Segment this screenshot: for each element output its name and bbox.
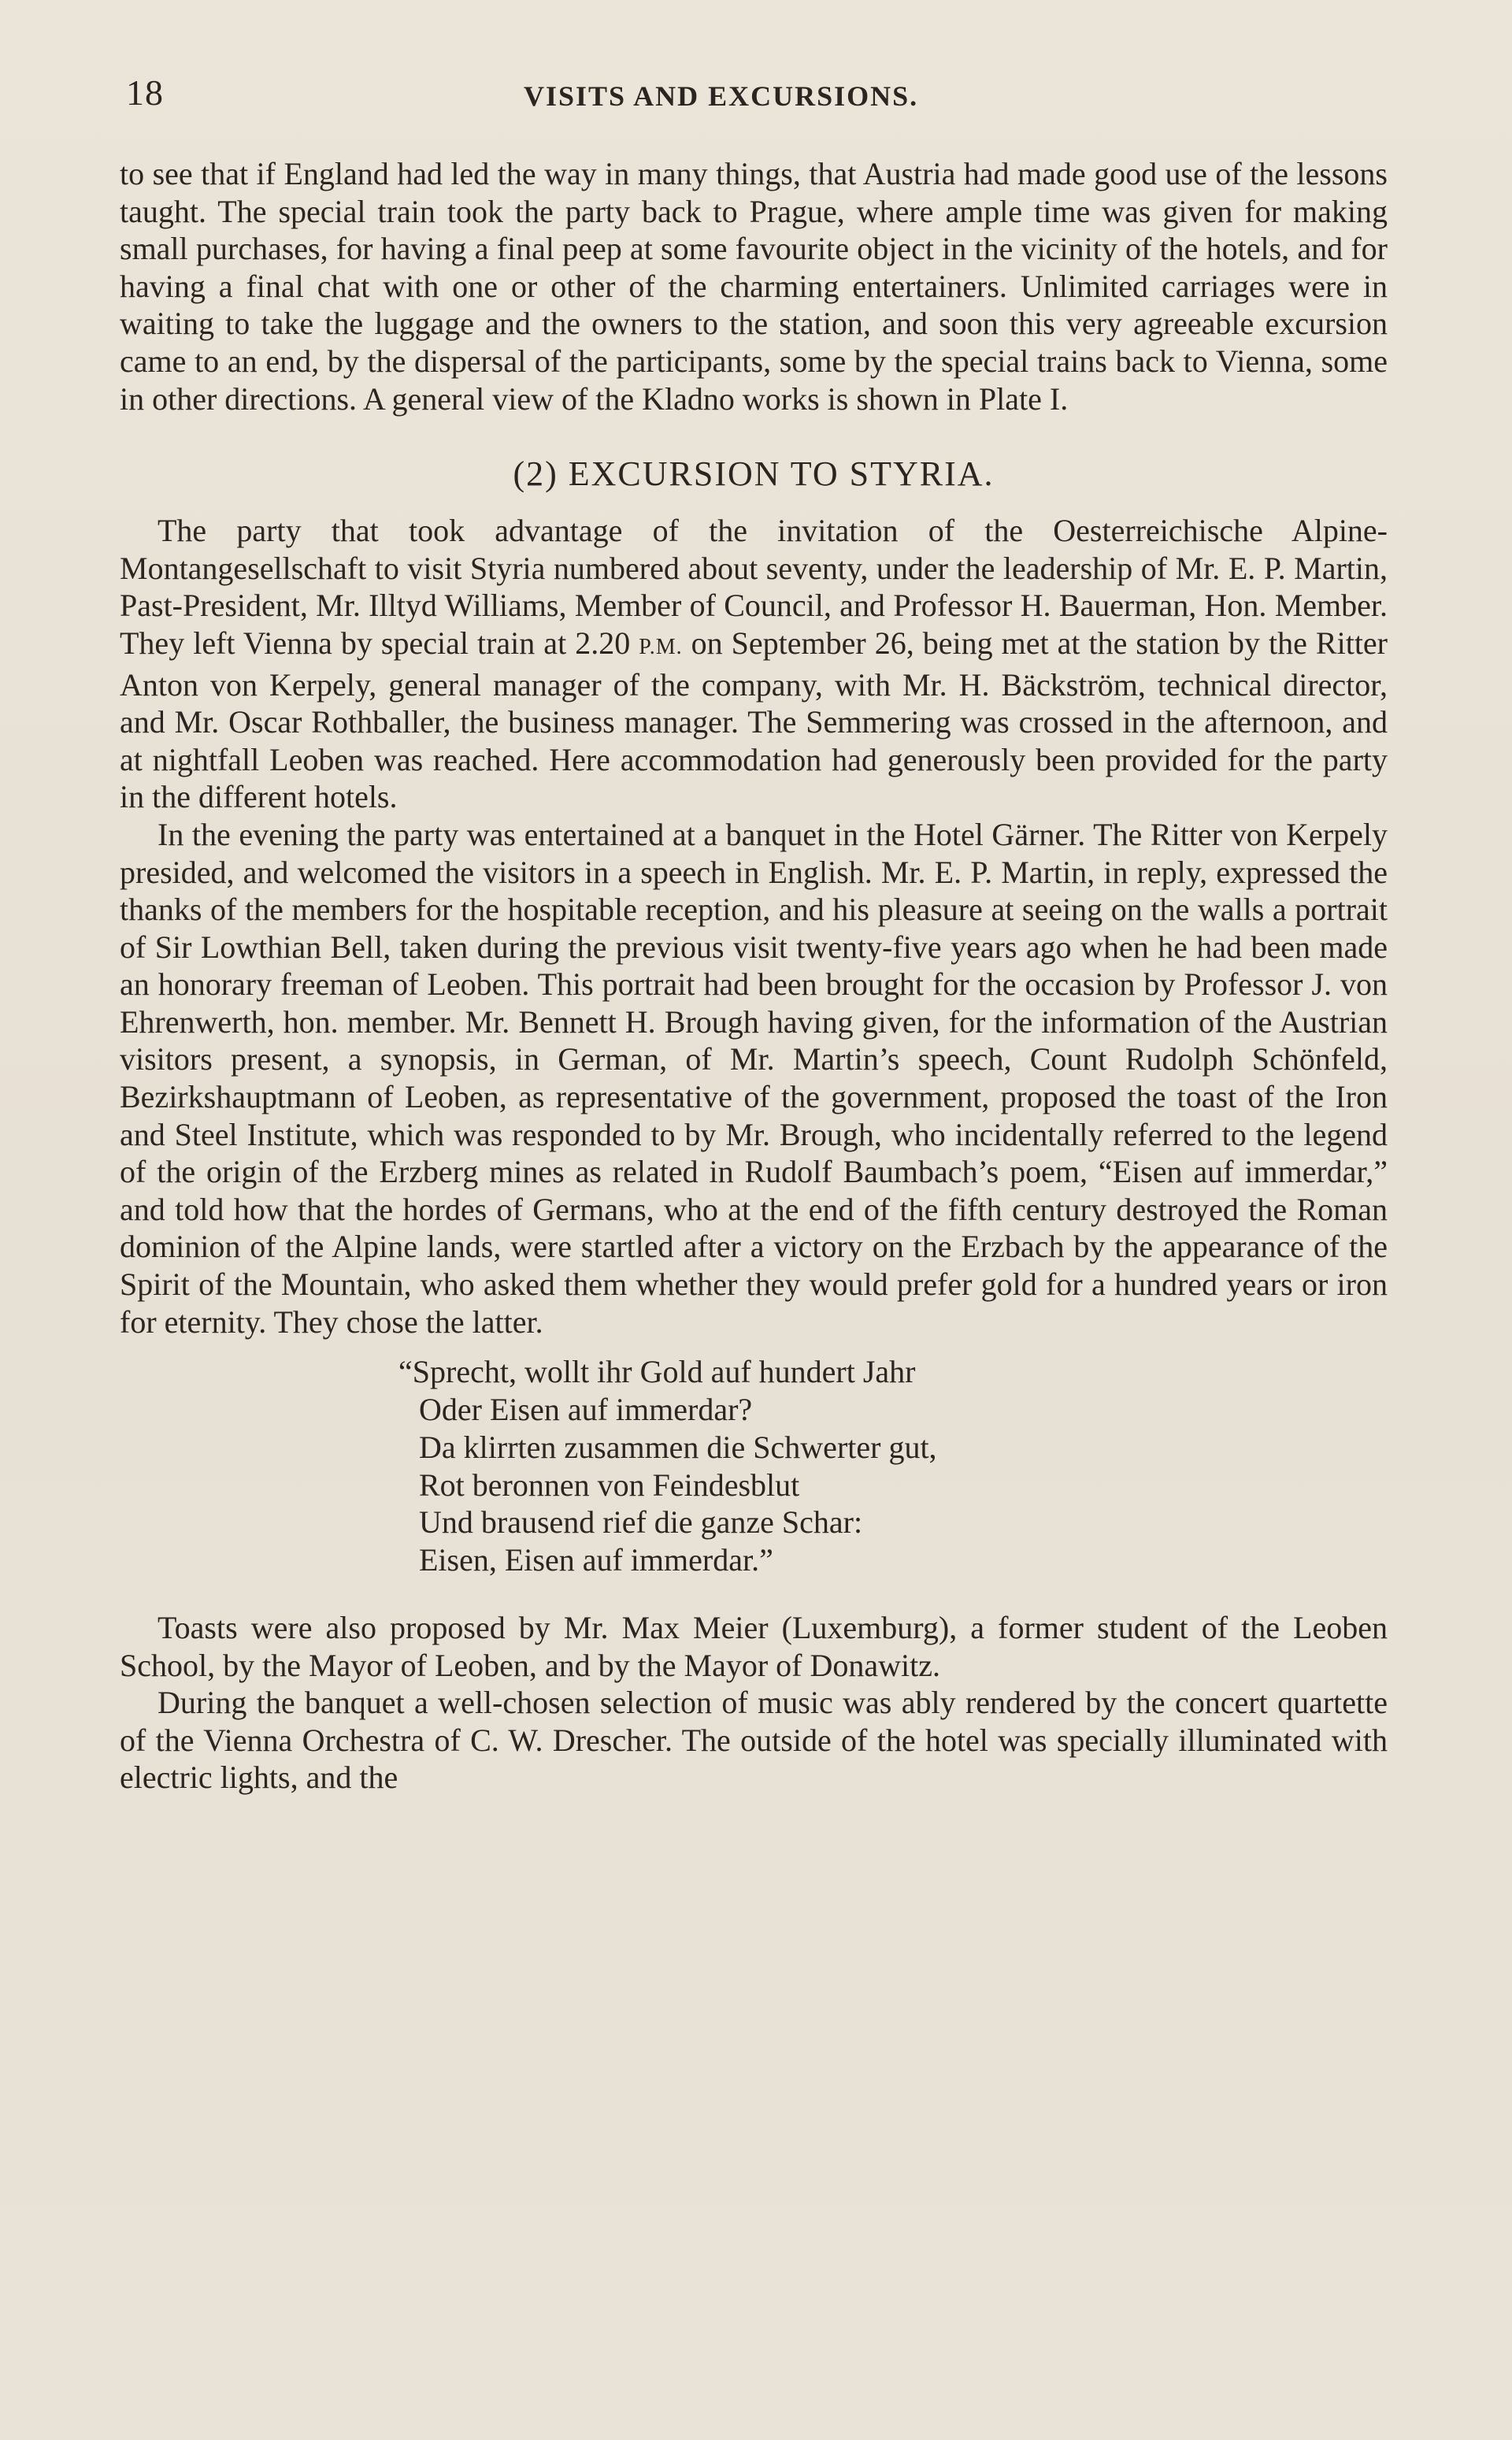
poem-line: “Sprecht, wollt ihr Gold auf hundert Jahr xyxy=(398,1354,916,1390)
poem-line: Eisen, Eisen auf immerdar.” xyxy=(419,1542,773,1578)
paragraph-banquet: In the evening the party was entertained at a banquet in the Hotel Gärner. The Ritter von Kerpely presided, and welcomed the visitors in a speech in English. Mr. E. P. Martin, in reply, expressed the thanks of the members for the hospitable reception, and his pleasure at seeing on the walls a portrait of Sir Lowthian Bell, taken during the previous visit twenty-five years ago when he had been made an honorary freeman of Leoben. This portrait had been brought for the occasion by Professor J. von Ehrenwerth, hon. member. Mr. Bennett H. Brough having given, for the information of the Austrian visitors present, a synopsis, in German, of Mr. Martin’s speech, Count Rudolph Schönfeld, Bezirkshauptmann of Leoben, as representative of the government, proposed the toast of the Iron and Steel Institute, which was responded to by Mr. Brough, who incidentally referred to the legend of the origin of the Erzberg mines as related in Rudolf Baumbach’s poem, “Eisen auf immerdar,” and told how that the hordes of Germans, who at the end of the fifth century destroyed the Roman dominion of the Alpine lands, were startled after a victory on the Erzbach by the appearance of the Spirit of the Mountain, who asked them whether they would prefer gold for a hundred years or iron for eternity. They chose the latter. xyxy=(120,816,1388,1340)
page-header xyxy=(126,69,1386,124)
page-number: 18 xyxy=(126,72,164,113)
paragraph-music: During the banquet a well-chosen selection of music was ably rendered by the concert quartette of the Vienna Orchestra of C. W. Drescher. The outside of the hotel was specially illuminated with electric lights, and the xyxy=(120,1685,1388,1796)
paragraph-text-part: The party that took advantage of the invitation of the Oesterreichische Alpine-Montangesellschaft to visit Styria numbered about seventy, under the leadership of Mr. E. P. Martin, Past-President, Mr. Illtyd Williams, Member of Council, and Professor H. Bauerman, Hon. Member. They left Vienna by special train at 2.20 xyxy=(120,513,1388,661)
poem-quote xyxy=(398,1353,1388,1579)
time-suffix: P.M. xyxy=(639,634,683,659)
paragraph-continuation: to see that if England had led the way in many things, that Austria had made good use of the lessons taught. The special train took the party back to Prague, where ample time was given for making small purchases, for having a final peep at some favourite object in the vicinity of the hotels, and for having a final chat with one or other of the charming entertainers. Unlimited carriages were in waiting to take the luggage and the owners to the station, and soon this very agreeable excursion came to an end, by the dispersal of the participants, some by the special trains back to Vienna, some in other directions. A general view of the Kladno works is shown in Plate I. xyxy=(120,156,1388,417)
poem-line: Und brausend rief die ganze Schar: xyxy=(419,1504,863,1541)
paragraph-styria-party xyxy=(120,512,1388,816)
paragraph-toasts: Toasts were also proposed by Mr. Max Meier (Luxemburg), a former student of the Leoben School, by the Mayor of Leoben, and by the Mayor of Donawitz. xyxy=(120,1610,1388,1683)
body-text xyxy=(120,155,1388,1797)
paragraph-text-part: on September 26, being met at the station by the Ritter Anton von Kerpely, general manager of the company, with Mr. H. Bäckström, technical director, and Mr. Oscar Rothballer, the business manager. The Semmering was crossed in the afternoon, and at nightfall Leoben was reached. Here accommodation had generously been provided for the party in the different hotels. xyxy=(120,625,1388,815)
poem-line: Da klirrten zusammen die Schwerter gut, xyxy=(419,1429,937,1465)
poem-line: Oder Eisen auf immerdar? xyxy=(419,1392,753,1428)
section-heading: (2) EXCURSION TO STYRIA. xyxy=(513,454,995,494)
running-head: VISITS AND EXCURSIONS. xyxy=(524,80,919,112)
poem-line: Rot beronnen von Feindesblut xyxy=(419,1467,800,1503)
